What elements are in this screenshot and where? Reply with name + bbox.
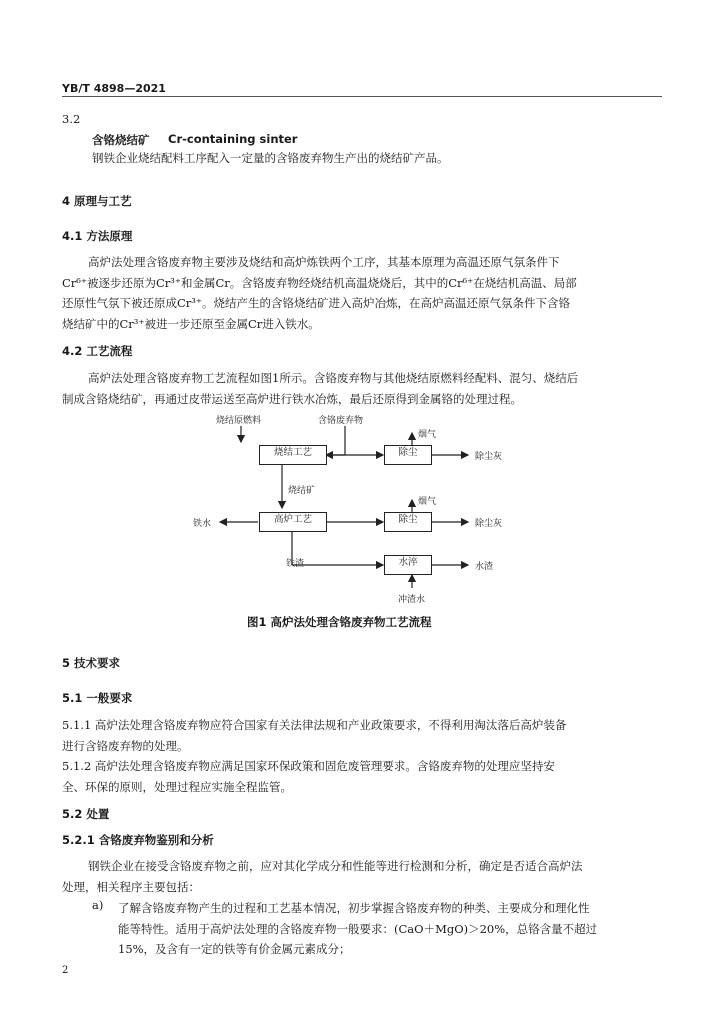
standard-code: YB/T 4898—2021 [62, 82, 166, 95]
label-flue-gas-1: 烟气 [418, 430, 437, 440]
paragraph [62, 856, 662, 897]
figure-caption: 图1 高炉法处理含铬废弃物工艺流程 [247, 615, 432, 629]
section-title: 4 原理与工艺 [62, 194, 132, 208]
label-cr-waste: 含铬废弃物 [318, 416, 364, 426]
label-molten-iron: 铁水 [193, 519, 212, 529]
clause-5-1-1 [62, 715, 662, 756]
text-line: 5.1.2 高炉法处理含铬废弃物应满足国家环保政策和固危废管理要求。含铬废弃物的处理应坚持安 [62, 759, 555, 773]
label-flue-gas-2: 烟气 [418, 497, 437, 507]
label-dust-ash-2: 除尘灰 [475, 519, 503, 529]
box-sinter-process: 烧结工艺 [259, 445, 327, 465]
label-water-slag: 水渣 [475, 562, 494, 572]
text-line: 处理，相关程序主要包括： [62, 879, 200, 894]
box-dust-removal-1: 除尘 [384, 445, 432, 465]
text-line: 制成含铬烧结矿，再通过皮带运送至高炉进行铁水冶炼，最后还原得到金属铬的处理过程。 [62, 391, 522, 406]
label-sinter-ore: 烧结矿 [288, 486, 316, 496]
label-dust-ash-1: 除尘灰 [475, 452, 503, 462]
list-item [118, 898, 662, 960]
text-line: 高炉法处理含铬废弃物工艺流程如图1所示。含铬废弃物与其他烧结原燃料经配料、混匀、烧结后 [88, 371, 579, 385]
term-definition: 钢铁企业烧结配料工序配入一定量的含铬废弃物生产出的烧结矿产品。 [92, 151, 449, 165]
section-title: 5.2 处置 [62, 807, 110, 821]
clause-5-1-2 [62, 756, 662, 797]
label-raw-fuel: 烧结原燃料 [216, 416, 262, 426]
term-en: Cr-containing sinter [168, 132, 298, 146]
text-line: 全、环保的原则，处理过程应实施全程监管。 [62, 779, 292, 794]
text-line: 还原性气氛下被还原成Cr³⁺。烧结产生的含铬烧结矿进入高炉冶炼，在高炉高温还原气氛条件下含铬 [62, 296, 570, 310]
text-line: 了解含铬废弃物产生的过程和工艺基本情况，初步掌握含铬废弃物的种类、主要成分和理化性 [118, 901, 590, 915]
page-number: 2 [62, 965, 69, 976]
text-line: 15%，及含有一定的铁等有价金属元素成分； [118, 942, 351, 956]
section-title: 4.2 工艺流程 [62, 344, 133, 358]
term-cn: 含铬烧结矿 [92, 133, 150, 147]
box-water-quench: 水淬 [384, 555, 432, 575]
label-iron-slag: 铁渣 [286, 559, 305, 569]
section-title: 5.1 一般要求 [62, 691, 133, 705]
text-line: 高炉法处理含铬废弃物主要涉及烧结和高炉炼铁两个工序，其基本原理为高温还原气氛条件下 [88, 255, 560, 269]
label-quench-water: 冲渣水 [398, 595, 426, 605]
text-line: 能等特性。适用于高炉法处理的含铬废弃物一般要求：(CaO＋MgO)＞20%，总铬含量不超过 [118, 921, 598, 936]
text-line: 钢铁企业在接受含铬废弃物之前，应对其化学成分和性能等进行检测和分析，确定是否适合高炉法 [88, 859, 583, 873]
text-line: Cr⁶⁺被逐步还原为Cr³⁺和金属Cr。含铬废弃物经烧结机高温烧烧后，其中的Cr⁶⁺在烧结机高温、局部 [62, 275, 577, 290]
text-line: 进行含铬废弃物的处理。 [62, 738, 189, 753]
box-blast-furnace-process: 高炉工艺 [259, 512, 327, 532]
section-number: 3.2 [62, 112, 81, 126]
list-marker: a) [92, 898, 104, 912]
text-line: 烧结矿中的Cr³⁺被进一步还原至金属Cr进入铁水。 [62, 316, 320, 331]
section-title: 4.1 方法原理 [62, 229, 133, 243]
box-dust-removal-2: 除尘 [384, 512, 432, 532]
section-title: 5.2.1 含铬废弃物鉴别和分析 [62, 833, 214, 847]
section-title: 5 技术要求 [62, 656, 121, 670]
text-line: 5.1.1 高炉法处理含铬废弃物应符合国家有关法律法规和产业政策要求，不得利用淘汰落后高炉装备 [62, 718, 567, 732]
